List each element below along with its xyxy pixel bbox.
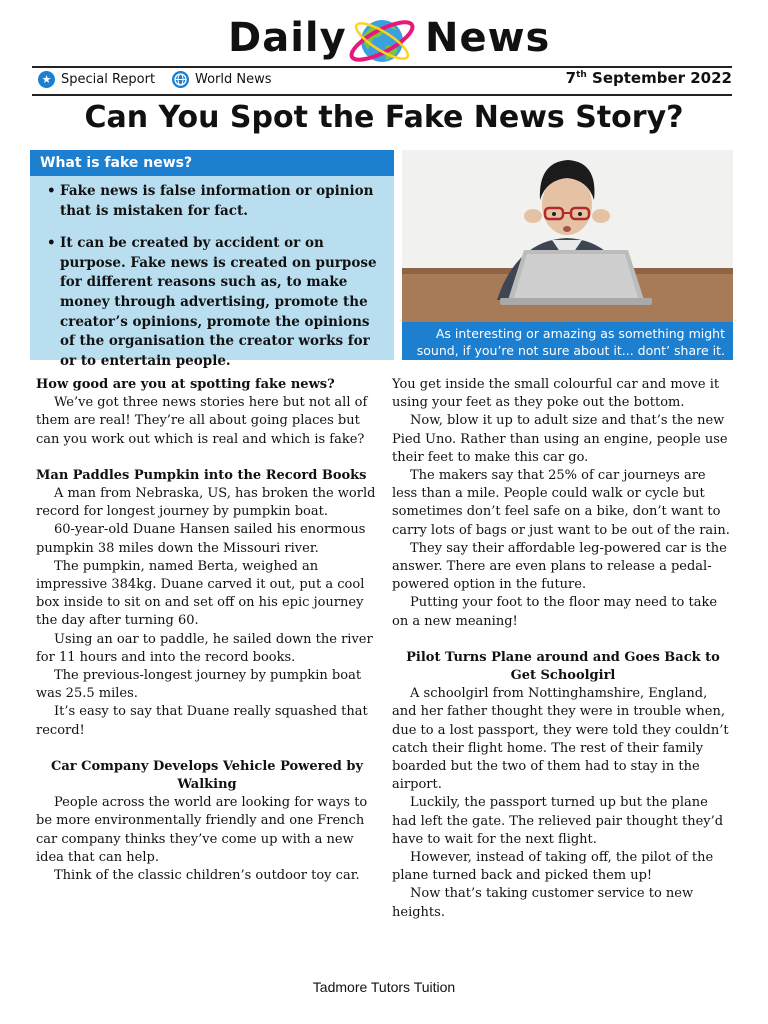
issue-date	[566, 69, 732, 87]
info-bullet: • It can be created by accident or on purpose. Fake news is created on purpose for different reasons such as, to make money through advertising, promote the creator’s opinions, promote the opinions of the organisation the creator works for or to entertain people.	[48, 234, 386, 371]
story-paragraph: Using an oar to paddle, he sailed down the river for 11 hours and into the record books.	[36, 631, 373, 665]
nav-label: Special Report	[61, 72, 156, 87]
nav-item-special-report[interactable]	[38, 71, 155, 88]
story-paragraph: Putting your foot to the floor may need to take on a new meaning!	[392, 595, 718, 629]
story-paragraph: Luckily, the passport turned up but the plane had left the gate. The relieved pair thought they’d have to wait for the next flight.	[392, 795, 724, 847]
date-suffix: th	[576, 70, 587, 80]
story-paragraph: 60-year-old Duane Hansen sailed his enormous pumpkin 38 miles down the Missouri river.	[36, 522, 366, 556]
globe-logo-icon	[344, 8, 420, 72]
story-paragraph: A man from Nebraska, US, has broken the world record for longest journey by pumpkin boat.	[36, 486, 376, 520]
nav-item-world-news[interactable]	[172, 71, 272, 88]
right-column	[392, 376, 734, 922]
photo-caption: As interesting or amazing as something might sound, if you’re not sure about it... dont’ share it.	[402, 322, 733, 360]
section-nav	[32, 69, 732, 93]
photo-panel	[402, 150, 733, 360]
date-rest: September 2022	[586, 69, 732, 87]
story-paragraph: They say their affordable leg-powered car is the answer. There are even plans to release a pedal-powered option in the future.	[392, 540, 727, 593]
intro-heading: How good are you at spotting fake news?	[36, 377, 335, 392]
left-column	[36, 376, 378, 885]
story-paragraph: However, instead of taking off, the pilot of the plane turned back and picked them up!	[392, 850, 714, 884]
top-rule	[32, 66, 732, 68]
fake-news-info-box	[30, 150, 394, 369]
masthead-word-daily: Daily	[228, 15, 347, 61]
info-bullet-list	[30, 176, 394, 371]
info-bullet: • Fake news is false information or opinion that is mistaken for fact.	[48, 182, 386, 221]
story-paragraph: It’s easy to say that Duane really squashed that record!	[36, 704, 368, 738]
story-paragraph-continued: You get inside the small colourful car and move it using your feet as they poke out the bottom.	[392, 377, 720, 411]
date-day: 7	[565, 69, 577, 87]
story-paragraph: Now that’s taking customer service to new heights.	[392, 886, 694, 920]
man-at-laptop-photo	[402, 150, 733, 322]
page-title: Can You Spot the Fake News Story?	[84, 100, 684, 135]
globe-icon	[172, 71, 189, 88]
story-paragraph: Think of the classic children’s outdoor toy car.	[54, 868, 360, 884]
intro-paragraph: We’ve got three news stories here but not all of them are real! They’re all about going places but can you work out which is real and which is fake?	[36, 395, 368, 447]
footer-credit: Tadmore Tutors Tuition	[312, 979, 456, 995]
story-paragraph: The previous-longest journey by pumpkin boat was 25.5 miles.	[36, 668, 362, 702]
story-paragraph: A schoolgirl from Nottinghamshire, England, and her father thought they were in trouble when, due to a lost passport, they were told they couldn’t catch their flight home. The rest of their family boarded but the two of them had to stay in the airport.	[392, 686, 729, 793]
story-heading-car: Car Company Develops Vehicle Powered by Walking	[50, 758, 364, 793]
nav-label: World News	[195, 72, 272, 87]
story-paragraph: Now, blow it up to adult size and that’s the new Pied Uno. Rather than using an engine, people use their feet to make this car go.	[392, 413, 728, 465]
story-paragraph: The pumpkin, named Berta, weighed an impressive 384kg. Duane carved it out, put a cool box inside to sit on and set off on his epic journey the day after turning 60.	[36, 558, 365, 629]
story-paragraph: The makers say that 25% of car journeys are less than a mile. People could walk or cycle but sometimes don’t feel safe on a bike, don’t want to carry lots of bags or just want to be out of the rain.	[392, 468, 730, 538]
masthead	[0, 12, 768, 68]
info-box-title: What is fake news?	[30, 150, 394, 176]
masthead-word-news: News	[425, 15, 551, 61]
star-icon: ★	[38, 71, 55, 88]
story-heading-pilot: Pilot Turns Plane around and Goes Back to Get Schoolgirl	[406, 649, 720, 684]
story-paragraph: People across the world are looking for ways to be more environmentally friendly and one French car company thinks they’ve come up with a new idea that can help.	[36, 795, 368, 865]
story-heading-pumpkin: Man Paddles Pumpkin into the Record Books	[36, 467, 367, 483]
nav-rule	[32, 94, 732, 96]
